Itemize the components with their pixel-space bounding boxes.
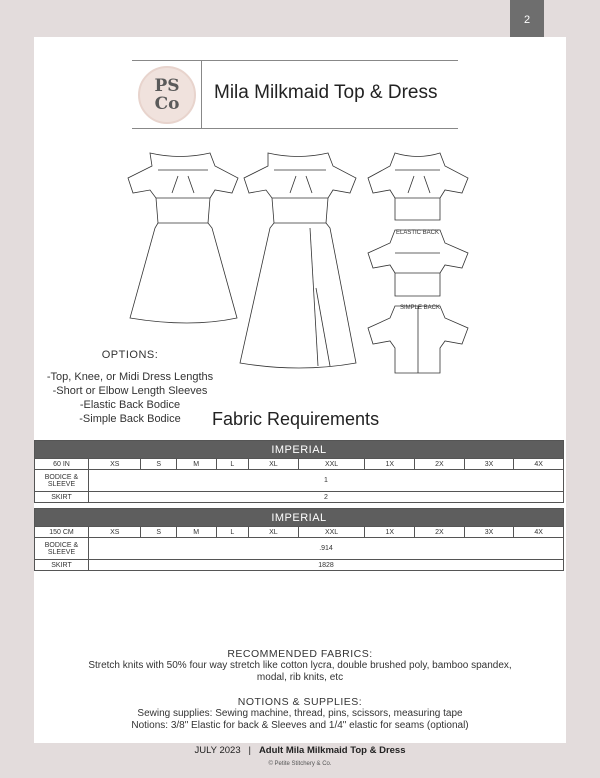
table-row: [35, 492, 564, 503]
footer-date: JULY 2023: [194, 745, 241, 756]
table-row: [35, 470, 564, 492]
option-item: -Simple Back Bodice: [79, 413, 181, 425]
size-header: XS: [89, 459, 141, 470]
size-header: L: [216, 459, 249, 470]
header-bottom-rule: [132, 128, 458, 129]
size-header: 4X: [514, 527, 564, 538]
table-row: [35, 560, 564, 571]
header-divider: [201, 60, 202, 128]
option-item: -Top, Knee, or Midi Dress Lengths: [46, 371, 214, 383]
page-number: 2: [523, 14, 531, 26]
notions-text: Sewing supplies: Sewing machine, thread, pins, scissors, measuring tape: [137, 708, 463, 719]
logo-text-top: PS: [154, 76, 180, 96]
row-label: BODICE & SLEEVE: [35, 470, 89, 492]
row-label: SKIRT: [35, 492, 89, 503]
size-header: 3X: [464, 459, 514, 470]
row-value: 1: [89, 470, 564, 492]
size-header: XS: [89, 527, 141, 538]
table-header-row: [35, 459, 564, 470]
notions-supplies: [34, 696, 566, 732]
row-label: SKIRT: [35, 560, 89, 571]
page-number-tab: [510, 0, 544, 40]
row-value: 1828: [89, 560, 564, 571]
top-front-drawing: [368, 153, 468, 220]
options-list: [45, 348, 215, 426]
recommended-fabrics: [34, 648, 566, 684]
brand-logo: [138, 66, 196, 124]
notions-text: Notions: 3/8" Elastic for back & Sleeves and 1/4" elastic for seams (optional): [131, 720, 469, 731]
size-header: S: [141, 527, 176, 538]
option-item: -Short or Elbow Length Sleeves: [52, 385, 208, 397]
recommended-text: Stretch knits with 50% four way stretch like cotton lycra, double brushed poly, bamboo spandex,: [88, 660, 512, 671]
simple-back-label: SIMPLE BACK: [400, 305, 441, 311]
size-header: XXL: [298, 459, 365, 470]
fabric-table-inches: [34, 440, 564, 503]
size-header: 1X: [365, 459, 415, 470]
footer-separator: |: [248, 745, 252, 756]
fabric-requirements-title: Fabric Requirements: [212, 409, 380, 429]
copyright: © Petite Stitchery & Co.: [268, 761, 332, 767]
table-band: IMPERIAL: [35, 509, 564, 527]
elastic-back-drawing: [368, 230, 468, 296]
size-header: M: [176, 527, 216, 538]
row-value: 2: [89, 492, 564, 503]
size-header: L: [216, 527, 249, 538]
size-header: XL: [249, 459, 299, 470]
row-label: BODICE & SLEEVE: [35, 538, 89, 560]
recommended-heading: RECOMMENDED FABRICS:: [227, 648, 373, 660]
page-footer: [0, 745, 600, 756]
simple-back-drawing: [368, 306, 468, 373]
page-title: Mila Milkmaid Top & Dress: [214, 82, 438, 103]
footer-doc-name: Adult Mila Milkmaid Top & Dress: [258, 745, 406, 756]
size-header: 2X: [415, 459, 465, 470]
recommended-text: modal, rib knits, etc: [256, 672, 344, 683]
option-item: -Elastic Back Bodice: [79, 399, 181, 411]
row-value: .914: [89, 538, 564, 560]
notions-heading: NOTIONS & SUPPLIES:: [237, 696, 363, 708]
width-label: 60 IN: [35, 459, 89, 470]
midi-dress-drawing: [240, 153, 356, 368]
logo-text-bottom: Co: [154, 94, 180, 114]
garment-illustrations: [120, 148, 490, 378]
options-heading: OPTIONS:: [101, 349, 159, 361]
width-label: 150 CM: [35, 527, 89, 538]
table-row: [35, 538, 564, 560]
size-header: 4X: [514, 459, 564, 470]
table-band: IMPERIAL: [35, 441, 564, 459]
knee-dress-drawing: [128, 153, 238, 323]
size-header: XXL: [298, 527, 365, 538]
size-header: XL: [249, 527, 299, 538]
elastic-back-label: ELASTIC BACK: [396, 230, 440, 236]
table-header-row: [35, 527, 564, 538]
size-header: S: [141, 459, 176, 470]
size-header: 2X: [415, 527, 465, 538]
fabric-table-cm: [34, 508, 564, 571]
size-header: M: [176, 459, 216, 470]
size-header: 3X: [464, 527, 514, 538]
header-top-rule: [132, 60, 458, 61]
size-header: 1X: [365, 527, 415, 538]
